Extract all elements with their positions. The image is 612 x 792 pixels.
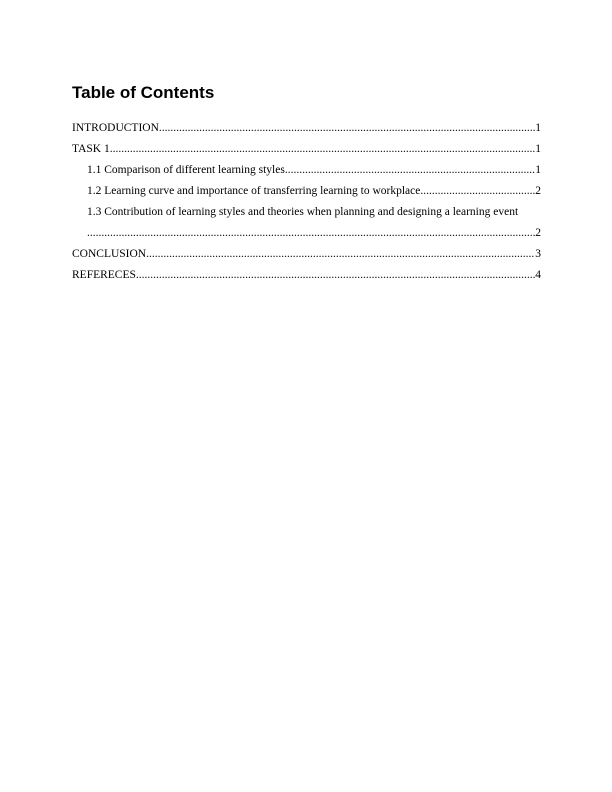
dot-leader — [285, 163, 535, 178]
toc-entry-label: INTRODUCTION — [72, 122, 159, 134]
toc-page-number: 4 — [535, 269, 541, 281]
toc-entry-references[interactable] — [72, 262, 541, 283]
toc-entry-introduction[interactable] — [72, 115, 541, 136]
dot-leader — [87, 226, 535, 241]
dot-leader — [420, 184, 535, 199]
toc-page-number: 3 — [535, 248, 541, 260]
toc-page-number: 1 — [535, 143, 541, 155]
dot-leader — [159, 121, 535, 136]
toc-entry-label: REFERECES — [72, 269, 136, 281]
toc-page-number: 2 — [535, 185, 541, 197]
toc-page-number: 1 — [535, 122, 541, 134]
toc-entry-task-1[interactable] — [72, 136, 541, 157]
toc-entry-1-3[interactable] — [72, 199, 541, 241]
toc-entry-1-2[interactable] — [72, 178, 541, 199]
toc-entry-label: 1.1 Comparison of different learning styles — [87, 164, 285, 176]
toc-entry-conclusion[interactable] — [72, 241, 541, 262]
toc-entry-label: 1.3 Contribution of learning styles and theories when planning and designing a learning event — [87, 206, 519, 218]
dot-leader — [110, 142, 536, 157]
toc-entry-label: 1.2 Learning curve and importance of transferring learning to workplace — [87, 185, 421, 197]
toc-page-number: 1 — [535, 164, 541, 176]
toc-page-number: 2 — [535, 227, 541, 239]
toc-entry-1-1[interactable] — [72, 157, 541, 178]
dot-leader — [136, 268, 535, 283]
toc-heading: Table of Contents — [72, 83, 215, 102]
dot-leader — [146, 247, 535, 262]
toc-entry-label: CONCLUSION — [72, 248, 147, 260]
toc-list — [72, 115, 541, 283]
toc-entry-label: TASK 1 — [72, 143, 110, 155]
